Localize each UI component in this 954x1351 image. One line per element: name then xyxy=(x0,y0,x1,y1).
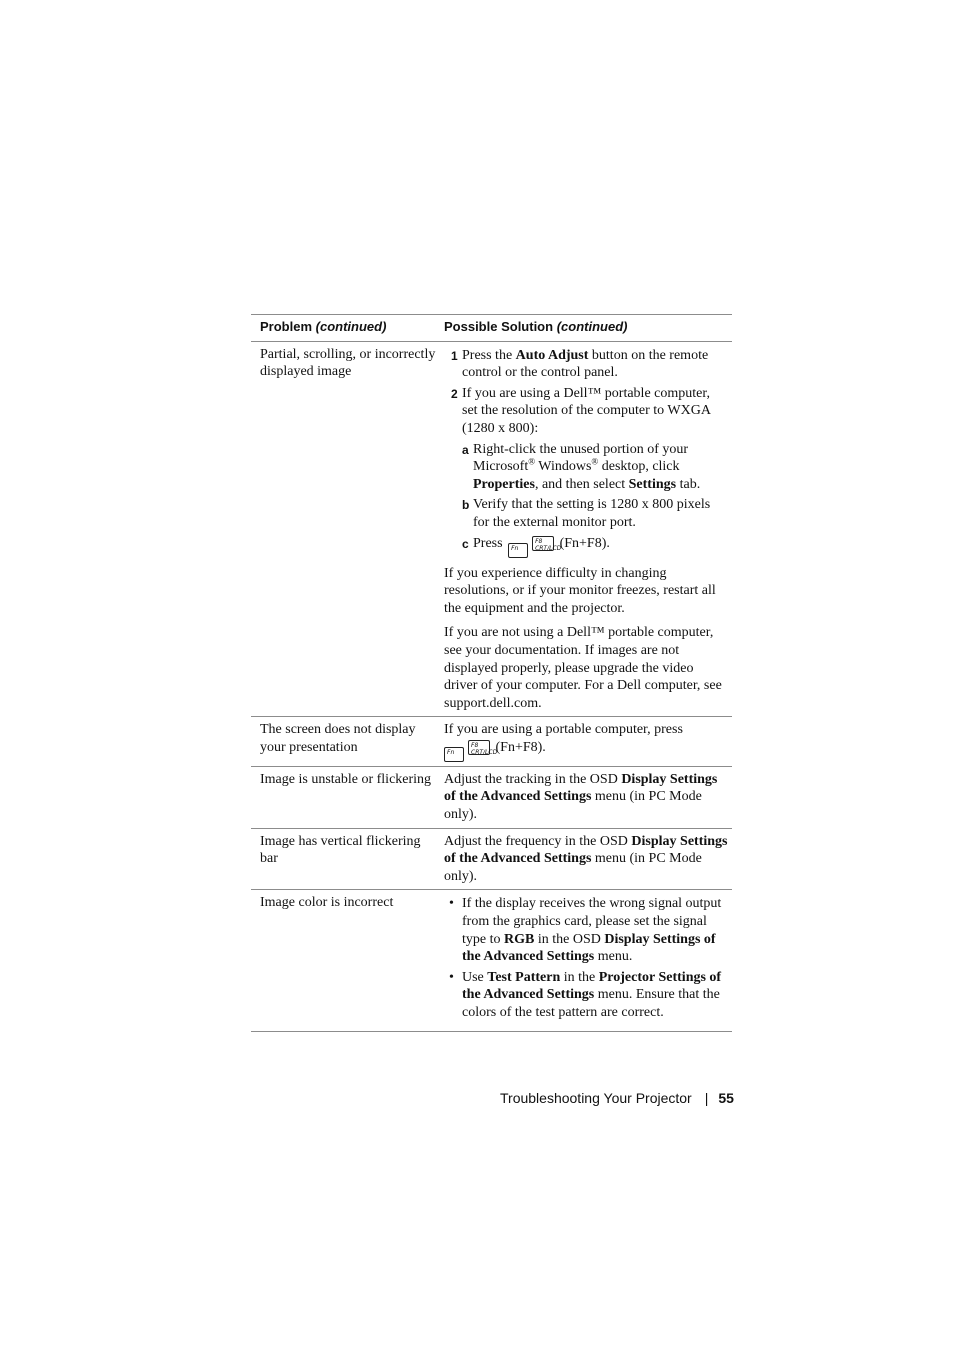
substep-text: (Fn+F8). xyxy=(559,535,610,551)
solution-cell xyxy=(443,828,732,890)
step-text: If you are using a Dell™ portable computer, set the resolution of the computer to WXGA (1280 x 800): xyxy=(462,385,711,436)
solution-text: Adjust the tracking in the OSD xyxy=(444,771,622,787)
table-header-row xyxy=(251,315,732,342)
registered-mark: ® xyxy=(528,456,536,467)
solution-column-header xyxy=(443,315,732,342)
table-row xyxy=(251,766,732,828)
solution-keyword: Display Settings of the Advanced Settings xyxy=(444,771,718,805)
bullet-icon: • xyxy=(449,969,454,985)
table-row xyxy=(251,828,732,890)
solution-cell xyxy=(443,717,732,767)
footer-separator: | xyxy=(704,1090,709,1106)
bullet-text: If the display receives the wrong signal output from the graphics card, please set the signal type to xyxy=(462,896,722,947)
solution-header-suffix: (continued) xyxy=(556,319,628,334)
bullet-keyword: Display Settings of the Advanced Settings xyxy=(462,931,716,965)
substep-keyword: Properties xyxy=(473,476,535,492)
substep-text: , and then select xyxy=(534,476,629,492)
substep-a xyxy=(444,441,728,494)
step-number: 2 xyxy=(451,386,458,401)
table-row xyxy=(251,341,732,717)
substep-keyword: Settings xyxy=(628,476,677,492)
problem-cell: Image is unstable or flickering xyxy=(251,766,443,828)
substep-letter: b xyxy=(462,498,470,513)
f8-crt-lcd-key-icon: F8 CRT/LCD xyxy=(468,740,490,755)
bullet-keyword: Test Pattern xyxy=(487,969,561,985)
bullet-text: menu. Ensure that the colors of the test pattern are correct. xyxy=(462,987,720,1020)
registered-mark: ® xyxy=(591,456,599,467)
problem-cell: Partial, scrolling, or incorrectly displayed image xyxy=(251,341,443,717)
substep-text: Right-click the unused portion of your Microsoft xyxy=(473,441,689,475)
bullet-keyword: RGB xyxy=(504,931,535,947)
solution-keyword: Display Settings of the Advanced Settings xyxy=(444,833,728,867)
substep-letter: a xyxy=(462,442,469,457)
solution-cell xyxy=(443,890,732,1031)
solution-cell xyxy=(443,766,732,828)
problem-cell: Image color is incorrect xyxy=(251,890,443,1031)
fn-key-icon: Fn xyxy=(508,543,528,558)
substep-b xyxy=(444,496,728,531)
page-number: 55 xyxy=(718,1090,734,1106)
step-keyword: Auto Adjust xyxy=(515,347,589,363)
solution-cell xyxy=(443,341,732,717)
substep-text: Verify that the setting is 1280 x 800 pixels for the external monitor port. xyxy=(473,497,711,530)
solution-header-label: Possible Solution xyxy=(444,319,554,334)
substep-text: Windows xyxy=(535,459,592,475)
bullet-keyword: Projector Settings of the Advanced Settings xyxy=(462,969,722,1003)
solution-text: (Fn+F8). xyxy=(495,739,546,755)
page-footer xyxy=(500,1090,734,1106)
bullet-item xyxy=(444,895,728,965)
substep-text: tab. xyxy=(676,476,701,492)
problem-header-label: Problem xyxy=(260,319,313,334)
solution-text: menu (in PC Mode only). xyxy=(444,789,702,823)
table-row xyxy=(251,890,732,1031)
substep-c xyxy=(444,535,728,558)
f8-crt-lcd-key-icon: F8 CRT/LCD xyxy=(532,536,554,551)
step-number: 1 xyxy=(451,348,458,363)
step-1 xyxy=(444,347,728,382)
problem-column-header xyxy=(251,315,443,342)
substep-letter: c xyxy=(462,536,469,551)
problem-header-suffix: (continued) xyxy=(315,319,387,334)
substep-text: desktop, click xyxy=(598,459,680,475)
fn-key-icon: Fn xyxy=(444,747,464,762)
bullet-icon: • xyxy=(449,896,454,912)
footer-section-title: Troubleshooting Your Projector xyxy=(500,1090,692,1106)
solution-text: menu (in PC Mode only). xyxy=(444,851,702,884)
bullet-text: in the OSD xyxy=(534,931,605,947)
solution-paragraph: If you experience difficulty in changing resolutions, or if your monitor freezes, restart all the equipment and the projector. xyxy=(444,565,716,616)
troubleshooting-table xyxy=(251,314,732,1032)
bullet-text: Use xyxy=(462,969,488,985)
step-text: Press the xyxy=(462,347,516,363)
step-2 xyxy=(444,385,728,438)
step-text: button on the remote control or the control panel. xyxy=(462,347,709,381)
solution-text: If you are using a portable computer, press xyxy=(444,722,683,738)
table-row xyxy=(251,717,732,767)
solution-paragraph: If you are not using a Dell™ portable computer, see your documentation. If images are not displayed properly, please upgrade the video driver of your computer. For a Dell computer, see support.dell.com. xyxy=(444,625,722,711)
bullet-text: menu. xyxy=(594,949,633,965)
solution-text: Adjust the frequency in the OSD xyxy=(444,833,632,849)
substep-text: Press xyxy=(473,535,503,551)
problem-cell: Image has vertical flickering bar xyxy=(251,828,443,890)
bullet-text: in the xyxy=(560,969,599,985)
problem-cell: The screen does not display your presentation xyxy=(251,717,443,767)
bullet-item xyxy=(444,969,728,1022)
